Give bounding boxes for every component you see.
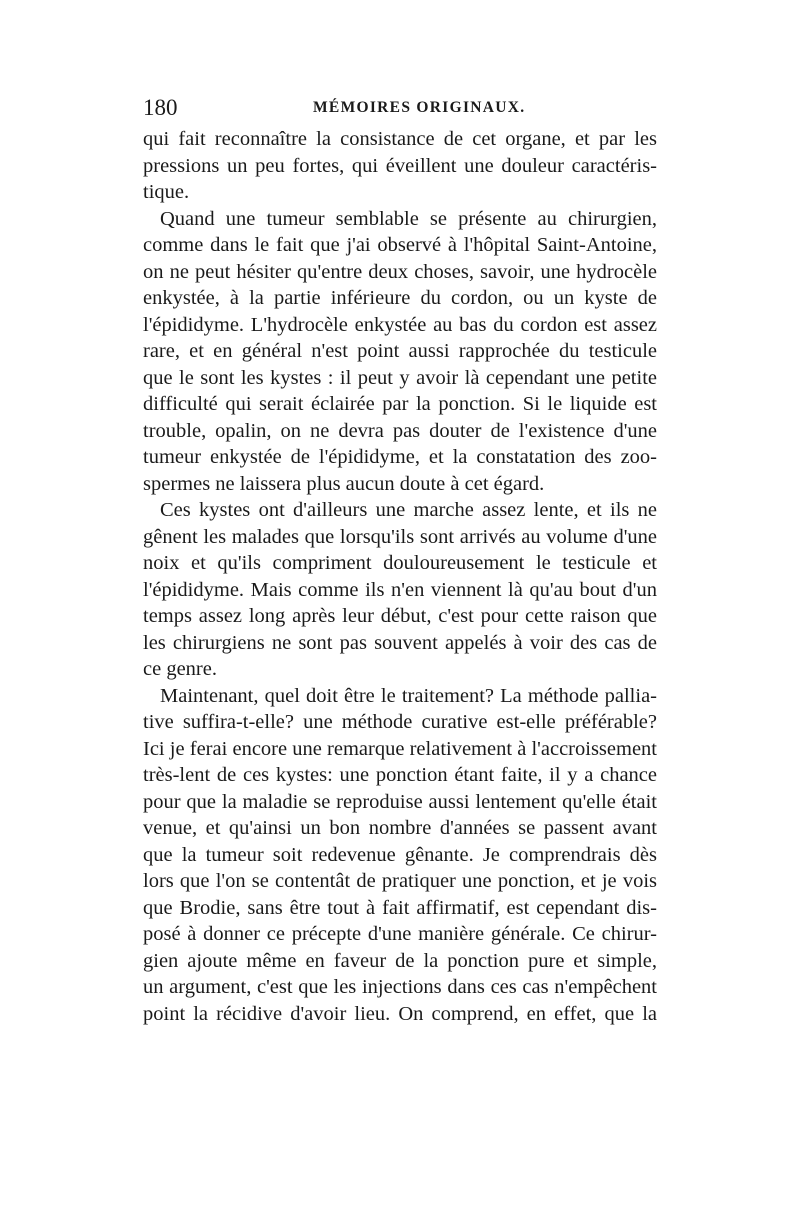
text-line: qui fait reconnaître la consistance de cet organe, et par les — [143, 128, 657, 150]
text-line: rare, et en général n'est point aussi rapprochée du testicule — [143, 340, 657, 362]
text-line: on ne peut hésiter qu'entre deux choses, savoir, une hydrocèle — [143, 260, 657, 283]
text-line: difficulté qui serait éclairée par la ponction. Si le liquide est — [143, 393, 657, 415]
text-line: Ici je ferai encore une remarque relativement à l'accroissement — [143, 737, 657, 760]
body-text — [143, 126, 657, 1027]
text-line: que Brodie, sans être tout à fait affirmatif, est cependant dis- — [143, 896, 657, 919]
text-line: comme dans le fait que j'ai observé à l'hôpital Saint-Antoine, — [143, 234, 657, 256]
paragraph-first-line: Maintenant, quel doit être le traitement? La méthode pallia- — [160, 684, 657, 707]
page-number: 180 — [143, 95, 178, 120]
text-line: point la récidive d'avoir lieu. On comprend, en effet, que la — [143, 1002, 657, 1025]
text-line: que la tumeur soit redevenue gênante. Je comprendrais dès — [143, 843, 657, 866]
text-line: pour que la maladie se reproduise aussi lentement qu'elle était — [143, 790, 657, 813]
text-line: spermes ne laissera plus aucun doute à cet égard. — [143, 472, 545, 495]
paragraph-first-line: Ces kystes ont d'ailleurs une marche assez lente, et ils ne — [160, 499, 657, 521]
text-line: trouble, opalin, on ne devra pas douter de l'existence d'une — [143, 419, 657, 442]
text-line: très-lent de ces kystes: une ponction étant faite, il y a chance — [143, 764, 657, 786]
text-line: un argument, c'est que les injections dans ces cas n'empêchent — [143, 976, 657, 998]
text-line: tumeur enkystée de l'épididyme, et la constatation des zoo- — [143, 446, 657, 468]
text-line: l'épididyme. Mais comme ils n'en viennent là qu'au bout d'un — [143, 578, 657, 601]
running-head — [143, 94, 657, 122]
text-line: temps assez long après leur début, c'est pour cette raison que — [143, 605, 657, 627]
text-line: pressions un peu fortes, qui éveillent une douleur caractéris- — [143, 154, 657, 177]
section-title: MÉMOIRES ORIGINAUX. — [313, 99, 526, 116]
text-line: que le sont les kystes : il peut y avoir là cependant une petite — [143, 366, 657, 389]
text-line: tique. — [143, 181, 190, 203]
text-line: l'épididyme. L'hydrocèle enkystée au bas du cordon est assez — [143, 313, 657, 336]
text-line: ce genre. — [143, 658, 217, 680]
text-line: gien ajoute même en faveur de la ponction pure et simple, — [143, 949, 657, 972]
text-line: lors que l'on se contentât de pratiquer une ponction, et je vois — [143, 870, 657, 892]
text-line: enkystée, à la partie inférieure du cordon, ou un kyste de — [143, 287, 657, 309]
text-line: tive suffira-t-elle? une méthode curative est-elle préférable? — [143, 711, 657, 733]
text-line: gênent les malades que lorsqu'ils sont arrivés au volume d'une — [143, 525, 657, 548]
text-line: noix et qu'ils compriment douloureusement le testicule et — [143, 552, 657, 574]
text-line: posé à donner ce précepte d'une manière générale. Ce chirur- — [143, 923, 657, 945]
text-line: venue, et qu'ainsi un bon nombre d'années se passent avant — [143, 817, 657, 839]
text-line: les chirurgiens ne sont pas souvent appelés à voir des cas de — [143, 631, 657, 654]
paragraph-first-line: Quand une tumeur semblable se présente au chirurgien, — [160, 207, 657, 230]
